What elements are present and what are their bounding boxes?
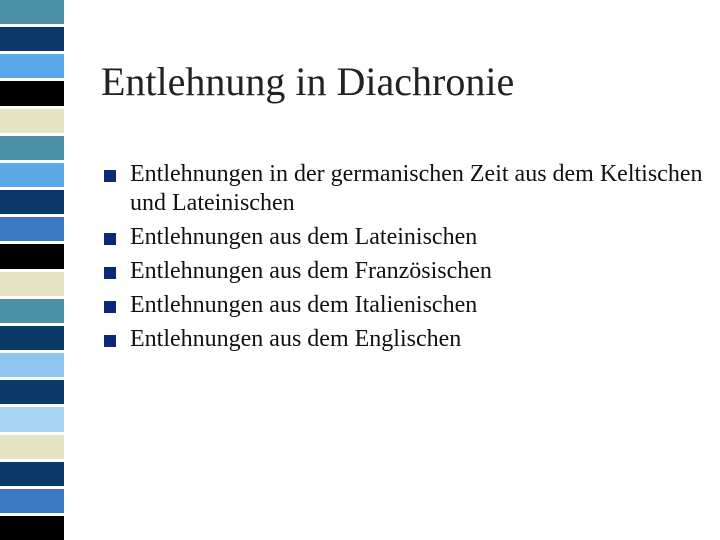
bullet-item <box>104 325 704 354</box>
stripe-block <box>0 54 64 78</box>
stripe-block <box>0 516 64 540</box>
bullet-item <box>104 257 704 286</box>
stripe-block <box>0 163 64 187</box>
stripe-block <box>0 136 64 160</box>
bullet-text: Entlehnungen aus dem Italienischen <box>130 292 478 318</box>
stripe-block <box>0 326 64 350</box>
square-bullet-icon <box>104 335 116 347</box>
square-bullet-icon <box>104 301 116 313</box>
stripe-block <box>0 299 64 323</box>
stripe-block <box>0 27 64 51</box>
bullet-text: Entlehnungen aus dem Französischen <box>130 258 492 284</box>
square-bullet-icon <box>104 233 116 245</box>
stripe-block <box>0 462 64 486</box>
square-bullet-icon <box>104 267 116 279</box>
stripe-block <box>0 244 64 268</box>
stripe-block <box>0 272 64 296</box>
stripe-block <box>0 353 64 377</box>
stripe-block <box>0 407 64 431</box>
stripe-block <box>0 190 64 214</box>
bullet-text: Entlehnungen aus dem Englischen <box>130 326 462 352</box>
bullet-item <box>104 223 704 252</box>
decorative-color-stripe <box>0 0 64 540</box>
stripe-block <box>0 489 64 513</box>
bullet-item <box>104 160 704 218</box>
stripe-block <box>0 217 64 241</box>
stripe-block <box>0 81 64 105</box>
stripe-block <box>0 109 64 133</box>
square-bullet-icon <box>104 170 116 182</box>
bullet-item <box>104 291 704 320</box>
bullet-list <box>104 160 704 359</box>
stripe-block <box>0 380 64 404</box>
slide-title: Entlehnung in Diachronie <box>101 59 515 104</box>
bullet-text: Entlehnungen aus dem Lateinischen <box>130 224 478 250</box>
stripe-block <box>0 435 64 459</box>
bullet-text: Entlehnungen in der germanischen Zeit aus dem Keltischen und Lateinischen <box>130 161 703 216</box>
stripe-block <box>0 0 64 24</box>
